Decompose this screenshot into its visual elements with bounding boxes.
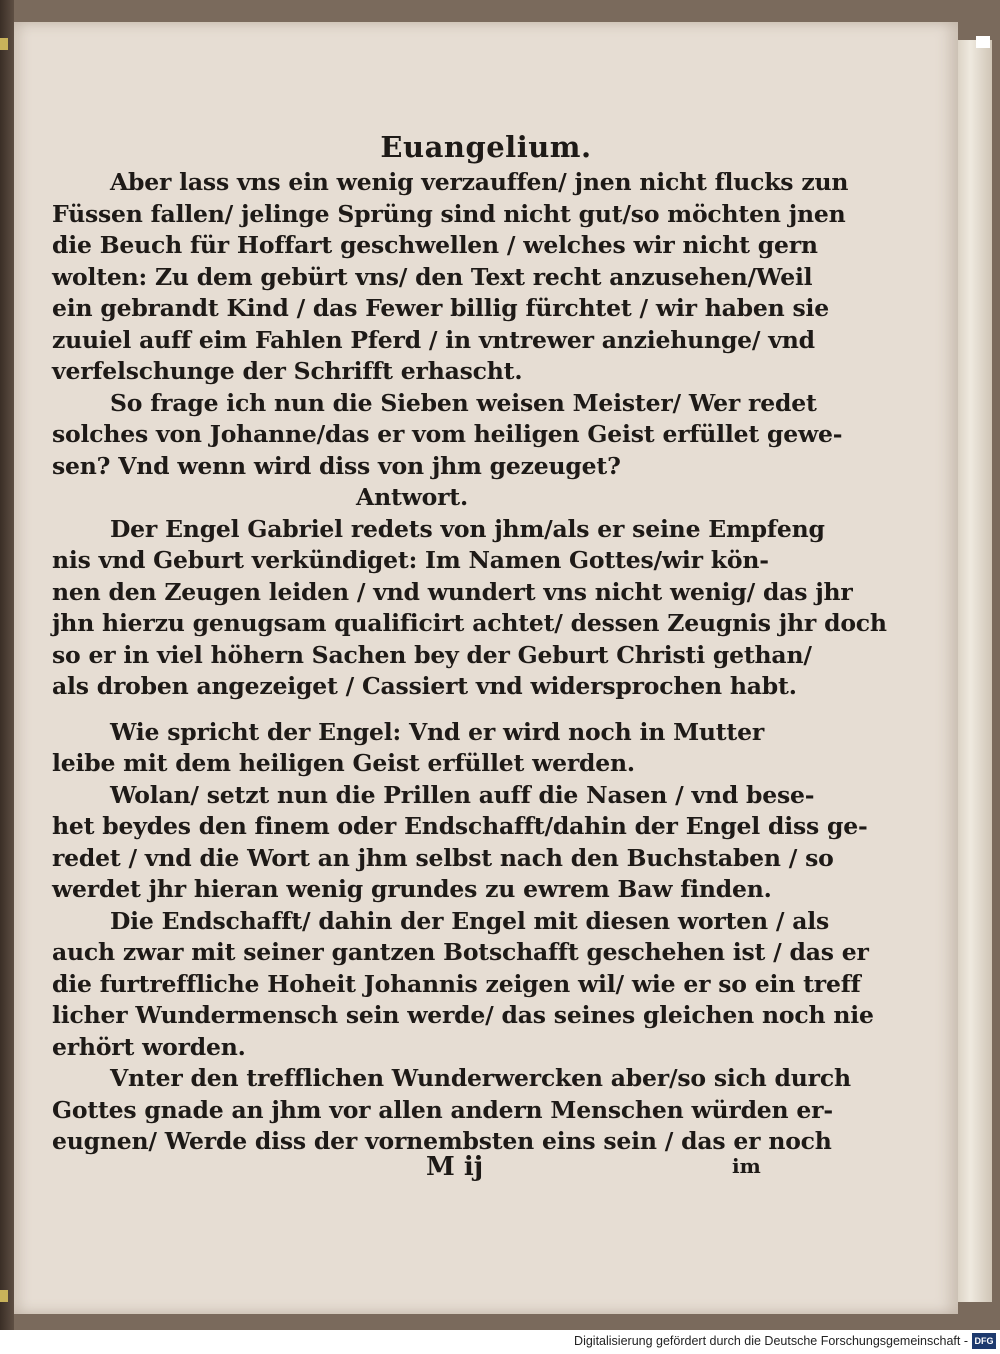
footer-credit: Digitalisierung gefördert durch die Deutsche Forschungsgemeinschaft - xyxy=(574,1334,968,1348)
text-line: ein gebrandt Kind / das Fewer billig fürchtet / wir haben sie xyxy=(52,294,830,322)
text-line: Die Endschafft/ dahin der Engel mit diesen worten / als xyxy=(110,906,830,935)
corner-tab xyxy=(976,36,990,48)
text-line: solches von Johanne/das er vom heiligen Geist erfüllet gewe- xyxy=(52,420,843,448)
text-line: die furtreffliche Hoheit Johannis zeigen wil/ wie er so ein treff xyxy=(52,969,861,998)
text-line: zuuiel auff eim Fahlen Pferd / in vntrewer anziehunge/ vnd xyxy=(52,325,815,354)
paragraph xyxy=(52,167,849,388)
text-line: als droben angezeiget / Cassiert vnd widersprochen habt. xyxy=(52,672,797,700)
text-line: Vnter den trefflichen Wunderwercken aber/so sich durch xyxy=(110,1064,851,1092)
text-line: werdet jhr hieran wenig grundes zu ewrem Baw finden. xyxy=(52,875,772,903)
text-line: het beydes den finem oder Endschafft/dahin der Engel diss ge- xyxy=(52,812,868,840)
text-line: Füssen fallen/ jelinge Sprüng sind nicht gut/so möchten jnen xyxy=(52,199,846,228)
paragraph xyxy=(52,906,874,1064)
text-line: verfelschunge der Schrifft erhascht. xyxy=(52,357,523,385)
text-line: Gottes gnade an jhm vor allen andern Menschen würden er- xyxy=(52,1095,833,1124)
page-body xyxy=(52,167,887,1158)
paragraph xyxy=(52,780,868,906)
text-line: nis vnd Geburt verkündiget: Im Namen Gottes/wir kön- xyxy=(52,546,769,574)
text-line: so er in viel höhern Sachen bey der Geburt Christi gethan/ xyxy=(52,640,812,669)
text-line: erhört worden. xyxy=(52,1032,246,1061)
text-line: Wie spricht der Engel: Vnd er wird noch in Mutter xyxy=(110,717,765,746)
text-line: jhn hierzu genugsam qualificirt achtet/ dessen Zeugnis jhr doch xyxy=(52,609,887,637)
text-line: die Beuch für Hoffart geschwellen / welches wir nicht gern xyxy=(52,231,818,259)
text-line: auch zwar mit seiner gantzen Botschafft geschehen ist / das er xyxy=(52,938,869,966)
text-line: nen den Zeugen leiden / vnd wundert vns nicht wenig/ das jhr xyxy=(52,577,853,606)
text-line: wolten: Zu dem gebürt vns/ den Text recht anzusehen/Weil xyxy=(52,262,813,291)
page-stack-edge xyxy=(955,40,992,1302)
paragraph xyxy=(52,388,843,483)
paragraph xyxy=(52,482,772,514)
page-heading: Euangelium. xyxy=(380,130,592,164)
signature-mark: M ij xyxy=(426,1152,484,1182)
text-line: Der Engel Gabriel redets von jhm/als er seine Empfeng xyxy=(110,514,825,543)
catchword: im xyxy=(732,1154,761,1178)
paragraph xyxy=(52,514,887,703)
text-line: sen? Vnd wenn wird diss von jhm gezeuget? xyxy=(52,451,621,480)
footer-bar xyxy=(0,1330,1000,1354)
clip-marker xyxy=(0,1290,8,1302)
paragraph xyxy=(52,1063,851,1158)
clip-marker xyxy=(0,38,8,50)
text-line: eugnen/ Werde diss der vornembsten eins sein / das er noch xyxy=(52,1127,832,1155)
dfg-logo: DFG xyxy=(972,1333,996,1349)
spine-edge xyxy=(0,0,14,1330)
text-line: So frage ich nun die Sieben weisen Meister/ Wer redet xyxy=(110,388,817,417)
text-line: redet / vnd die Wort an jhm selbst nach den Buchstaben / so xyxy=(52,843,834,872)
text-line: leibe mit dem heiligen Geist erfüllet werden. xyxy=(52,749,635,777)
text-line: Wolan/ setzt nun die Prillen auff die Nasen / vnd bese- xyxy=(110,780,815,809)
text-line: Antwort. xyxy=(356,483,468,511)
text-line: Aber lass vns ein wenig verzauffen/ jnen nicht flucks zun xyxy=(110,168,849,196)
book-page xyxy=(14,22,958,1314)
paragraph xyxy=(52,717,772,780)
text-line: licher Wundermensch sein werde/ das seines gleichen noch nie xyxy=(52,1001,874,1029)
